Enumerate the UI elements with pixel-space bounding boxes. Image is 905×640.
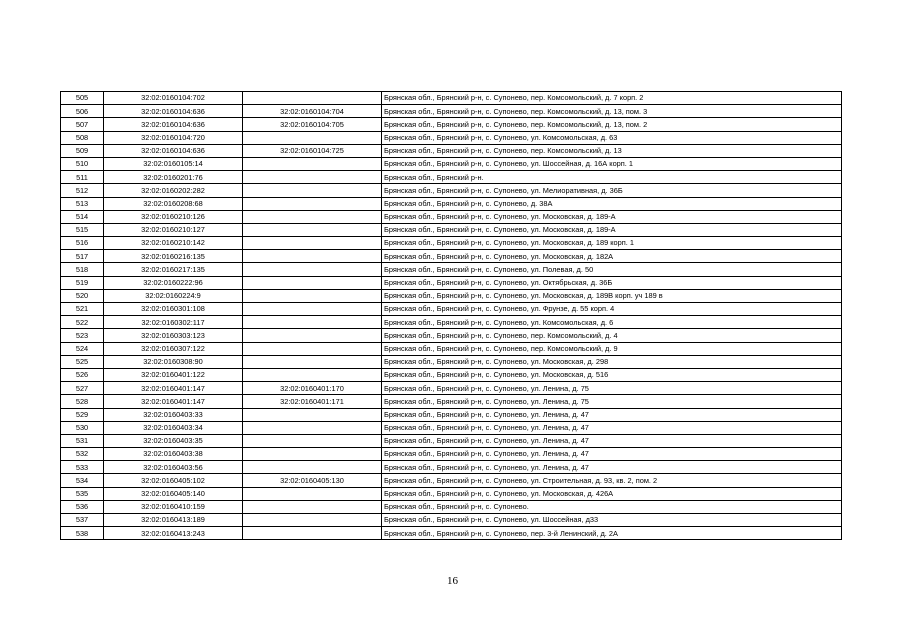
room-cadastral-number-cell (243, 316, 382, 329)
address-cell: Брянская обл., Брянский р-н, с. Супонево, ул. Ленина, д. 75 (382, 382, 842, 395)
cadastral-number-cell: 32:02:0160403:34 (104, 421, 243, 434)
cadastral-number-cell: 32:02:0160405:140 (104, 487, 243, 500)
address-cell: Брянская обл., Брянский р-н, с. Супонево, ул. Полевая, д. 50 (382, 263, 842, 276)
table-row (61, 171, 842, 184)
address-cell: Брянская обл., Брянский р-н, с. Супонево, ул. Московская, д. 189-А (382, 210, 842, 223)
table-row (61, 263, 842, 276)
address-cell: Брянская обл., Брянский р-н, с. Супонево, ул. Ленина, д. 47 (382, 448, 842, 461)
table-row (61, 408, 842, 421)
cadastral-number-cell: 32:02:0160202:282 (104, 184, 243, 197)
row-number-cell: 537 (61, 514, 104, 527)
row-number-cell: 538 (61, 527, 104, 540)
table-row (61, 395, 842, 408)
row-number-cell: 525 (61, 355, 104, 368)
address-cell: Брянская обл., Брянский р-н, с. Супонево, ул. Московская, д. 182А (382, 250, 842, 263)
cadastral-number-cell: 32:02:0160104:636 (104, 144, 243, 157)
table-row (61, 105, 842, 118)
cadastral-number-cell: 32:02:0160410:159 (104, 500, 243, 513)
address-cell: Брянская обл., Брянский р-н, с. Супонево, ул. Московская, д. 189В корп. уч 189 в (382, 289, 842, 302)
address-cell: Брянская обл., Брянский р-н, с. Супонево, ул. Московская, д. 516 (382, 368, 842, 381)
table-row (61, 382, 842, 395)
row-number-cell: 528 (61, 395, 104, 408)
cadastral-number-cell: 32:02:0160302:117 (104, 316, 243, 329)
cadastral-number-cell: 32:02:0160208:68 (104, 197, 243, 210)
address-cell: Брянская обл., Брянский р-н, с. Супонево, ул. Московская, д. 426А (382, 487, 842, 500)
room-cadastral-number-cell (243, 250, 382, 263)
row-number-cell: 533 (61, 461, 104, 474)
row-number-cell: 519 (61, 276, 104, 289)
row-number-cell: 517 (61, 250, 104, 263)
address-cell: Брянская обл., Брянский р-н, с. Супонево, пер. Комсомольский, д. 13, пом. 2 (382, 118, 842, 131)
room-cadastral-number-cell: 32:02:0160104:704 (243, 105, 382, 118)
row-number-cell: 531 (61, 434, 104, 447)
table-row (61, 421, 842, 434)
cadastral-number-cell: 32:02:0160105:14 (104, 157, 243, 170)
room-cadastral-number-cell (243, 329, 382, 342)
room-cadastral-number-cell (243, 276, 382, 289)
table-row (61, 500, 842, 513)
row-number-cell: 535 (61, 487, 104, 500)
row-number-cell: 505 (61, 92, 104, 105)
cadastral-number-cell: 32:02:0160405:102 (104, 474, 243, 487)
table-row (61, 237, 842, 250)
cadastral-number-cell: 32:02:0160104:720 (104, 131, 243, 144)
row-number-cell: 530 (61, 421, 104, 434)
room-cadastral-number-cell: 32:02:0160405:130 (243, 474, 382, 487)
table-row (61, 197, 842, 210)
room-cadastral-number-cell (243, 237, 382, 250)
row-number-cell: 520 (61, 289, 104, 302)
address-cell: Брянская обл., Брянский р-н, с. Супонево, ул. Московская, д. 298 (382, 355, 842, 368)
row-number-cell: 511 (61, 171, 104, 184)
row-number-cell: 524 (61, 342, 104, 355)
row-number-cell: 515 (61, 223, 104, 236)
row-number-cell: 509 (61, 144, 104, 157)
cadastral-number-cell: 32:02:0160413:243 (104, 527, 243, 540)
table-row (61, 92, 842, 105)
address-cell: Брянская обл., Брянский р-н, с. Супонево, ул. Ленина, д. 47 (382, 421, 842, 434)
page-number: 16 (447, 575, 458, 587)
row-number-cell: 522 (61, 316, 104, 329)
row-number-cell: 523 (61, 329, 104, 342)
room-cadastral-number-cell (243, 303, 382, 316)
cadastral-number-cell: 32:02:0160210:126 (104, 210, 243, 223)
address-cell: Брянская обл., Брянский р-н, с. Супонево, ул. Комсомольская, д. 6 (382, 316, 842, 329)
address-cell: Брянская обл., Брянский р-н, с. Супонево, ул. Ленина, д. 47 (382, 434, 842, 447)
address-cell: Брянская обл., Брянский р-н, с. Супонево, ул. Шоссейная, д33 (382, 514, 842, 527)
cadastral-number-cell: 32:02:0160401:147 (104, 395, 243, 408)
room-cadastral-number-cell (243, 157, 382, 170)
row-number-cell: 514 (61, 210, 104, 223)
address-cell: Брянская обл., Брянский р-н, с. Супонево, пер. Комсомольский, д. 13, пом. 3 (382, 105, 842, 118)
cadastral-number-cell: 32:02:0160301:108 (104, 303, 243, 316)
room-cadastral-number-cell: 32:02:0160401:170 (243, 382, 382, 395)
room-cadastral-number-cell (243, 184, 382, 197)
room-cadastral-number-cell (243, 527, 382, 540)
cadastral-number-cell: 32:02:0160308:90 (104, 355, 243, 368)
cadastral-number-cell: 32:02:0160201:76 (104, 171, 243, 184)
room-cadastral-number-cell: 32:02:0160104:705 (243, 118, 382, 131)
table-row (61, 316, 842, 329)
room-cadastral-number-cell: 32:02:0160104:725 (243, 144, 382, 157)
room-cadastral-number-cell (243, 171, 382, 184)
cadastral-number-cell: 32:02:0160210:142 (104, 237, 243, 250)
room-cadastral-number-cell (243, 131, 382, 144)
room-cadastral-number-cell (243, 434, 382, 447)
room-cadastral-number-cell (243, 408, 382, 421)
table-row (61, 461, 842, 474)
cadastral-number-cell: 32:02:0160224:9 (104, 289, 243, 302)
address-cell: Брянская обл., Брянский р-н, с. Супонево, пер. Комсомольский, д. 4 (382, 329, 842, 342)
cadastral-number-cell: 32:02:0160303:123 (104, 329, 243, 342)
row-number-cell: 512 (61, 184, 104, 197)
room-cadastral-number-cell (243, 500, 382, 513)
cadastral-number-cell: 32:02:0160403:35 (104, 434, 243, 447)
room-cadastral-number-cell (243, 197, 382, 210)
table-row (61, 144, 842, 157)
address-cell: Брянская обл., Брянский р-н, с. Супонево, пер. Комсомольский, д. 7 корп. 2 (382, 92, 842, 105)
table-row (61, 157, 842, 170)
cadastral-number-cell: 32:02:0160307:122 (104, 342, 243, 355)
cadastral-number-cell: 32:02:0160403:56 (104, 461, 243, 474)
row-number-cell: 532 (61, 448, 104, 461)
address-cell: Брянская обл., Брянский р-н, с. Супонево, пер. Комсомольский, д. 9 (382, 342, 842, 355)
room-cadastral-number-cell (243, 487, 382, 500)
table-row (61, 289, 842, 302)
table-row (61, 368, 842, 381)
room-cadastral-number-cell: 32:02:0160401:171 (243, 395, 382, 408)
room-cadastral-number-cell (243, 210, 382, 223)
address-cell: Брянская обл., Брянский р-н. (382, 171, 842, 184)
table-row (61, 487, 842, 500)
table-row (61, 434, 842, 447)
table-row (61, 527, 842, 540)
row-number-cell: 506 (61, 105, 104, 118)
room-cadastral-number-cell (243, 421, 382, 434)
cadastral-number-cell: 32:02:0160401:147 (104, 382, 243, 395)
table-row (61, 250, 842, 263)
table-row (61, 448, 842, 461)
cadastral-number-cell: 32:02:0160217:135 (104, 263, 243, 276)
address-cell: Брянская обл., Брянский р-н, с. Супонево, ул. Мелиоративная, д. 36Б (382, 184, 842, 197)
cadastral-number-cell: 32:02:0160210:127 (104, 223, 243, 236)
cadastral-number-cell: 32:02:0160403:33 (104, 408, 243, 421)
row-number-cell: 521 (61, 303, 104, 316)
address-cell: Брянская обл., Брянский р-н, с. Супонево, ул. Октябрьская, д. 36Б (382, 276, 842, 289)
address-cell: Брянская обл., Брянский р-н, с. Супонево, ул. Шоссейная, д. 16А корп. 1 (382, 157, 842, 170)
table-row (61, 303, 842, 316)
table-row (61, 276, 842, 289)
table-row (61, 118, 842, 131)
row-number-cell: 526 (61, 368, 104, 381)
room-cadastral-number-cell (243, 448, 382, 461)
row-number-cell: 507 (61, 118, 104, 131)
room-cadastral-number-cell (243, 368, 382, 381)
cadastral-number-cell: 32:02:0160413:189 (104, 514, 243, 527)
cadastral-number-cell: 32:02:0160216:135 (104, 250, 243, 263)
address-cell: Брянская обл., Брянский р-н, с. Супонево, ул. Ленина, д. 47 (382, 408, 842, 421)
room-cadastral-number-cell (243, 461, 382, 474)
table-row (61, 355, 842, 368)
room-cadastral-number-cell (243, 223, 382, 236)
address-cell: Брянская обл., Брянский р-н, с. Супонево. (382, 500, 842, 513)
row-number-cell: 527 (61, 382, 104, 395)
room-cadastral-number-cell (243, 263, 382, 276)
registry-table (60, 91, 842, 540)
address-cell: Брянская обл., Брянский р-н, с. Супонево, ул. Ленина, д. 47 (382, 461, 842, 474)
table-row (61, 342, 842, 355)
row-number-cell: 508 (61, 131, 104, 144)
cadastral-number-cell: 32:02:0160104:636 (104, 105, 243, 118)
address-cell: Брянская обл., Брянский р-н, с. Супонево, пер. 3-й Ленинский, д. 2А (382, 527, 842, 540)
row-number-cell: 510 (61, 157, 104, 170)
registry-table-body (61, 92, 842, 540)
address-cell: Брянская обл., Брянский р-н, с. Супонево, ул. Московская, д. 189-А (382, 223, 842, 236)
cadastral-number-cell: 32:02:0160401:122 (104, 368, 243, 381)
table-row (61, 131, 842, 144)
room-cadastral-number-cell (243, 355, 382, 368)
row-number-cell: 516 (61, 237, 104, 250)
row-number-cell: 529 (61, 408, 104, 421)
address-cell: Брянская обл., Брянский р-н, с. Супонево, ул. Строительная, д. 93, кв. 2, пом. 2 (382, 474, 842, 487)
table-row (61, 184, 842, 197)
room-cadastral-number-cell (243, 92, 382, 105)
address-cell: Брянская обл., Брянский р-н, с. Супонево, пер. Комсомольский, д. 13 (382, 144, 842, 157)
table-row (61, 223, 842, 236)
table-row (61, 474, 842, 487)
room-cadastral-number-cell (243, 342, 382, 355)
cadastral-number-cell: 32:02:0160403:38 (104, 448, 243, 461)
row-number-cell: 513 (61, 197, 104, 210)
table-row (61, 329, 842, 342)
table-row (61, 514, 842, 527)
cadastral-number-cell: 32:02:0160222:96 (104, 276, 243, 289)
address-cell: Брянская обл., Брянский р-н, с. Супонево, д. 38А (382, 197, 842, 210)
cadastral-number-cell: 32:02:0160104:702 (104, 92, 243, 105)
room-cadastral-number-cell (243, 289, 382, 302)
row-number-cell: 536 (61, 500, 104, 513)
row-number-cell: 534 (61, 474, 104, 487)
address-cell: Брянская обл., Брянский р-н, с. Супонево, ул. Ленина, д. 75 (382, 395, 842, 408)
cadastral-number-cell: 32:02:0160104:636 (104, 118, 243, 131)
table-row (61, 210, 842, 223)
room-cadastral-number-cell (243, 514, 382, 527)
address-cell: Брянская обл., Брянский р-н, с. Супонево, ул. Московская, д. 189 корп. 1 (382, 237, 842, 250)
address-cell: Брянская обл., Брянский р-н, с. Супонево, ул. Фрунзе, д. 55 корп. 4 (382, 303, 842, 316)
row-number-cell: 518 (61, 263, 104, 276)
address-cell: Брянская обл., Брянский р-н, с. Супонево, ул. Комсомольская, д. 63 (382, 131, 842, 144)
